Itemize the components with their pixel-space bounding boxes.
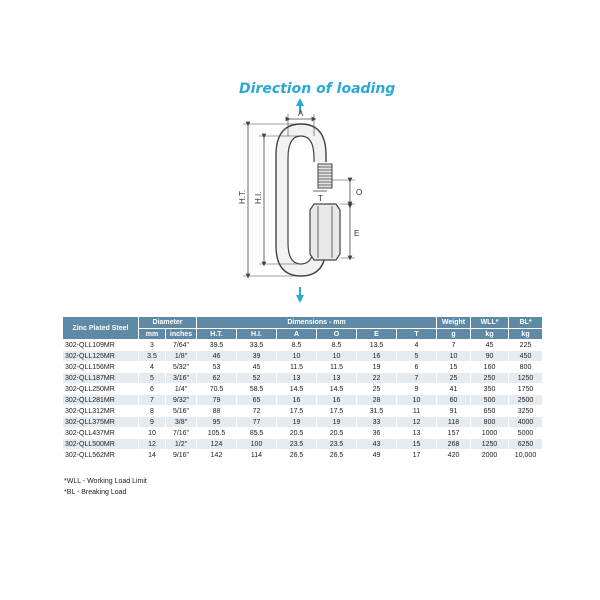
table-cell: 16 [277, 395, 317, 406]
table-cell: 1250 [509, 373, 543, 384]
load-arrow-down-icon [296, 287, 304, 303]
table-cell: 5000 [509, 428, 543, 439]
table-cell: 800 [471, 417, 509, 428]
table-cell: 17.5 [277, 406, 317, 417]
table-cell: 12 [139, 439, 166, 450]
table-cell: 1250 [471, 439, 509, 450]
table-cell: 17 [397, 450, 437, 461]
table-cell: 1750 [509, 384, 543, 395]
table-cell: 11.5 [277, 362, 317, 373]
table-cell: 7 [437, 340, 471, 351]
table-cell: 12 [397, 417, 437, 428]
table-cell: 8.5 [317, 340, 357, 351]
table-cell: 49 [357, 450, 397, 461]
table-cell: 25 [357, 384, 397, 395]
table-cell: 33 [357, 417, 397, 428]
spec-table-body [63, 340, 543, 461]
table-cell: 1/2" [166, 439, 197, 450]
product-code-cell: 302-QLL312MR [63, 406, 139, 417]
product-code-cell: 302-QLL562MR [63, 450, 139, 461]
table-cell: 33.5 [237, 340, 277, 351]
table-cell: 3250 [509, 406, 543, 417]
table-cell: 420 [437, 450, 471, 461]
table-cell: 72 [237, 406, 277, 417]
table-cell: 23.5 [317, 439, 357, 450]
table-cell: 11.5 [317, 362, 357, 373]
table-cell: 58.5 [237, 384, 277, 395]
table-cell: 10 [277, 351, 317, 362]
table-cell: 14 [139, 450, 166, 461]
subheader-cell: kg [509, 329, 543, 340]
table-cell: 3.5 [139, 351, 166, 362]
table-cell: 5 [139, 373, 166, 384]
table-cell: 7 [397, 373, 437, 384]
table-cell: 13.5 [357, 340, 397, 351]
header-wll: WLL* [471, 317, 509, 329]
table-cell: 6 [397, 362, 437, 373]
table-cell: 5/16" [166, 406, 197, 417]
table-cell: 9 [139, 417, 166, 428]
footnotes [64, 476, 147, 498]
table-cell: 118 [437, 417, 471, 428]
table-cell: 1/4" [166, 384, 197, 395]
dim-label-e: E [354, 229, 360, 238]
table-cell: 25 [437, 373, 471, 384]
table-cell: 8 [139, 406, 166, 417]
table-cell: 46 [197, 351, 237, 362]
dim-label-ht: H.T. [238, 189, 247, 204]
table-cell: 43 [357, 439, 397, 450]
table-cell: 13 [277, 373, 317, 384]
table-cell: 16 [317, 395, 357, 406]
table-cell: 2000 [471, 450, 509, 461]
subheader-cell: g [437, 329, 471, 340]
table-cell: 53 [197, 362, 237, 373]
table-cell: 13 [317, 373, 357, 384]
hex-nut [310, 204, 340, 260]
table-cell: 800 [509, 362, 543, 373]
header-bl: BL* [509, 317, 543, 329]
table-cell: 39 [237, 351, 277, 362]
table-cell: 39.5 [197, 340, 237, 351]
table-cell: 124 [197, 439, 237, 450]
product-code-cell: 302-QLL187MR [63, 373, 139, 384]
dim-label-hi: H.I. [254, 191, 263, 204]
table-cell: 100 [237, 439, 277, 450]
table-cell: 60 [437, 395, 471, 406]
spec-table [62, 316, 543, 461]
table-row [63, 450, 543, 461]
table-cell: 268 [437, 439, 471, 450]
table-cell: 3 [139, 340, 166, 351]
table-cell: 160 [471, 362, 509, 373]
table-cell: 20.5 [317, 428, 357, 439]
table-cell: 16 [357, 351, 397, 362]
table-cell: 4000 [509, 417, 543, 428]
table-cell: 3/16" [166, 373, 197, 384]
table-cell: 85.5 [237, 428, 277, 439]
table-cell: 26.5 [317, 450, 357, 461]
table-cell: 88 [197, 406, 237, 417]
table-cell: 41 [437, 384, 471, 395]
table-cell: 250 [471, 373, 509, 384]
header-weight: Weight [437, 317, 471, 329]
dim-label-t: T [318, 194, 323, 203]
table-row [63, 351, 543, 362]
product-code-cell: 302-QLL109MR [63, 340, 139, 351]
table-cell: 28 [357, 395, 397, 406]
direction-of-loading-label: Direction of loading [239, 81, 396, 97]
table-cell: 8.5 [277, 340, 317, 351]
subheader-cell: T [397, 329, 437, 340]
table-cell: 31.5 [357, 406, 397, 417]
table-cell: 650 [471, 406, 509, 417]
table-cell: 5/32" [166, 362, 197, 373]
table-cell: 1/8" [166, 351, 197, 362]
table-cell: 70.5 [197, 384, 237, 395]
dim-label-o: O [356, 188, 363, 197]
header-zinc-plated-steel: Zinc Plated Steel [63, 317, 139, 340]
table-cell: 2500 [509, 395, 543, 406]
table-cell: 7/16" [166, 428, 197, 439]
table-cell: 10 [397, 395, 437, 406]
table-row [63, 340, 543, 351]
table-row [63, 439, 543, 450]
subheader-cell: O [317, 329, 357, 340]
table-cell: 4 [139, 362, 166, 373]
subheader-cell: E [357, 329, 397, 340]
table-cell: 23.5 [277, 439, 317, 450]
table-cell: 6250 [509, 439, 543, 450]
subheader-cell: H.I. [237, 329, 277, 340]
product-code-cell: 302-QLL250MR [63, 384, 139, 395]
table-cell: 14.5 [317, 384, 357, 395]
table-cell: 90 [471, 351, 509, 362]
product-code-cell: 302-QLL125MR [63, 351, 139, 362]
table-cell: 45 [237, 362, 277, 373]
table-cell: 95 [197, 417, 237, 428]
table-row [63, 428, 543, 439]
product-code-cell: 302-QLL156MR [63, 362, 139, 373]
table-cell: 77 [237, 417, 277, 428]
subheader-cell: A [277, 329, 317, 340]
table-cell: 114 [237, 450, 277, 461]
subheader-cell: H.T. [197, 329, 237, 340]
table-cell: 65 [237, 395, 277, 406]
footnote-wll: *WLL - Working Load Limit [64, 478, 147, 485]
table-cell: 20.5 [277, 428, 317, 439]
table-cell: 19 [357, 362, 397, 373]
table-cell: 105.5 [197, 428, 237, 439]
table-cell: 10,000 [509, 450, 543, 461]
subheader-cell: mm [139, 329, 166, 340]
table-cell: 22 [357, 373, 397, 384]
table-cell: 14.5 [277, 384, 317, 395]
product-code-cell: 302-QLL437MR [63, 428, 139, 439]
product-code-cell: 302-QLL375MR [63, 417, 139, 428]
table-cell: 10 [437, 351, 471, 362]
table-cell: 15 [437, 362, 471, 373]
table-cell: 9 [397, 384, 437, 395]
table-cell: 7/64" [166, 340, 197, 351]
header-diameter: Diameter [139, 317, 197, 329]
table-cell: 10 [317, 351, 357, 362]
table-cell: 26.5 [277, 450, 317, 461]
table-cell: 52 [237, 373, 277, 384]
table-cell: 19 [317, 417, 357, 428]
table-row [63, 406, 543, 417]
table-cell: 142 [197, 450, 237, 461]
table-cell: 9/32" [166, 395, 197, 406]
table-cell: 9/16" [166, 450, 197, 461]
table-cell: 91 [437, 406, 471, 417]
table-cell: 4 [397, 340, 437, 351]
table-cell: 5 [397, 351, 437, 362]
table-cell: 79 [197, 395, 237, 406]
subheader-cell: kg [471, 329, 509, 340]
table-row [63, 362, 543, 373]
table-row [63, 417, 543, 428]
table-cell: 17.5 [317, 406, 357, 417]
header-row-top [63, 317, 543, 329]
table-cell: 36 [357, 428, 397, 439]
table-cell: 7 [139, 395, 166, 406]
table-row [63, 384, 543, 395]
table-cell: 3/8" [166, 417, 197, 428]
table-cell: 157 [437, 428, 471, 439]
table-row [63, 373, 543, 384]
table-cell: 11 [397, 406, 437, 417]
table-cell: 6 [139, 384, 166, 395]
table-cell: 13 [397, 428, 437, 439]
product-code-cell: 302-QLL500MR [63, 439, 139, 450]
table-cell: 450 [509, 351, 543, 362]
table-cell: 10 [139, 428, 166, 439]
footnote-bl: *BL - Breaking Load [64, 489, 127, 496]
product-code-cell: 302-QLL281MR [63, 395, 139, 406]
table-cell: 225 [509, 340, 543, 351]
dim-label-a: A [298, 109, 304, 118]
header-dimensions: Dimensions - mm [197, 317, 437, 329]
table-cell: 500 [471, 395, 509, 406]
table-cell: 15 [397, 439, 437, 450]
table-cell: 350 [471, 384, 509, 395]
table-row [63, 395, 543, 406]
table-cell: 19 [277, 417, 317, 428]
subheader-cell: inches [166, 329, 197, 340]
table-cell: 1000 [471, 428, 509, 439]
table-cell: 45 [471, 340, 509, 351]
table-cell: 62 [197, 373, 237, 384]
